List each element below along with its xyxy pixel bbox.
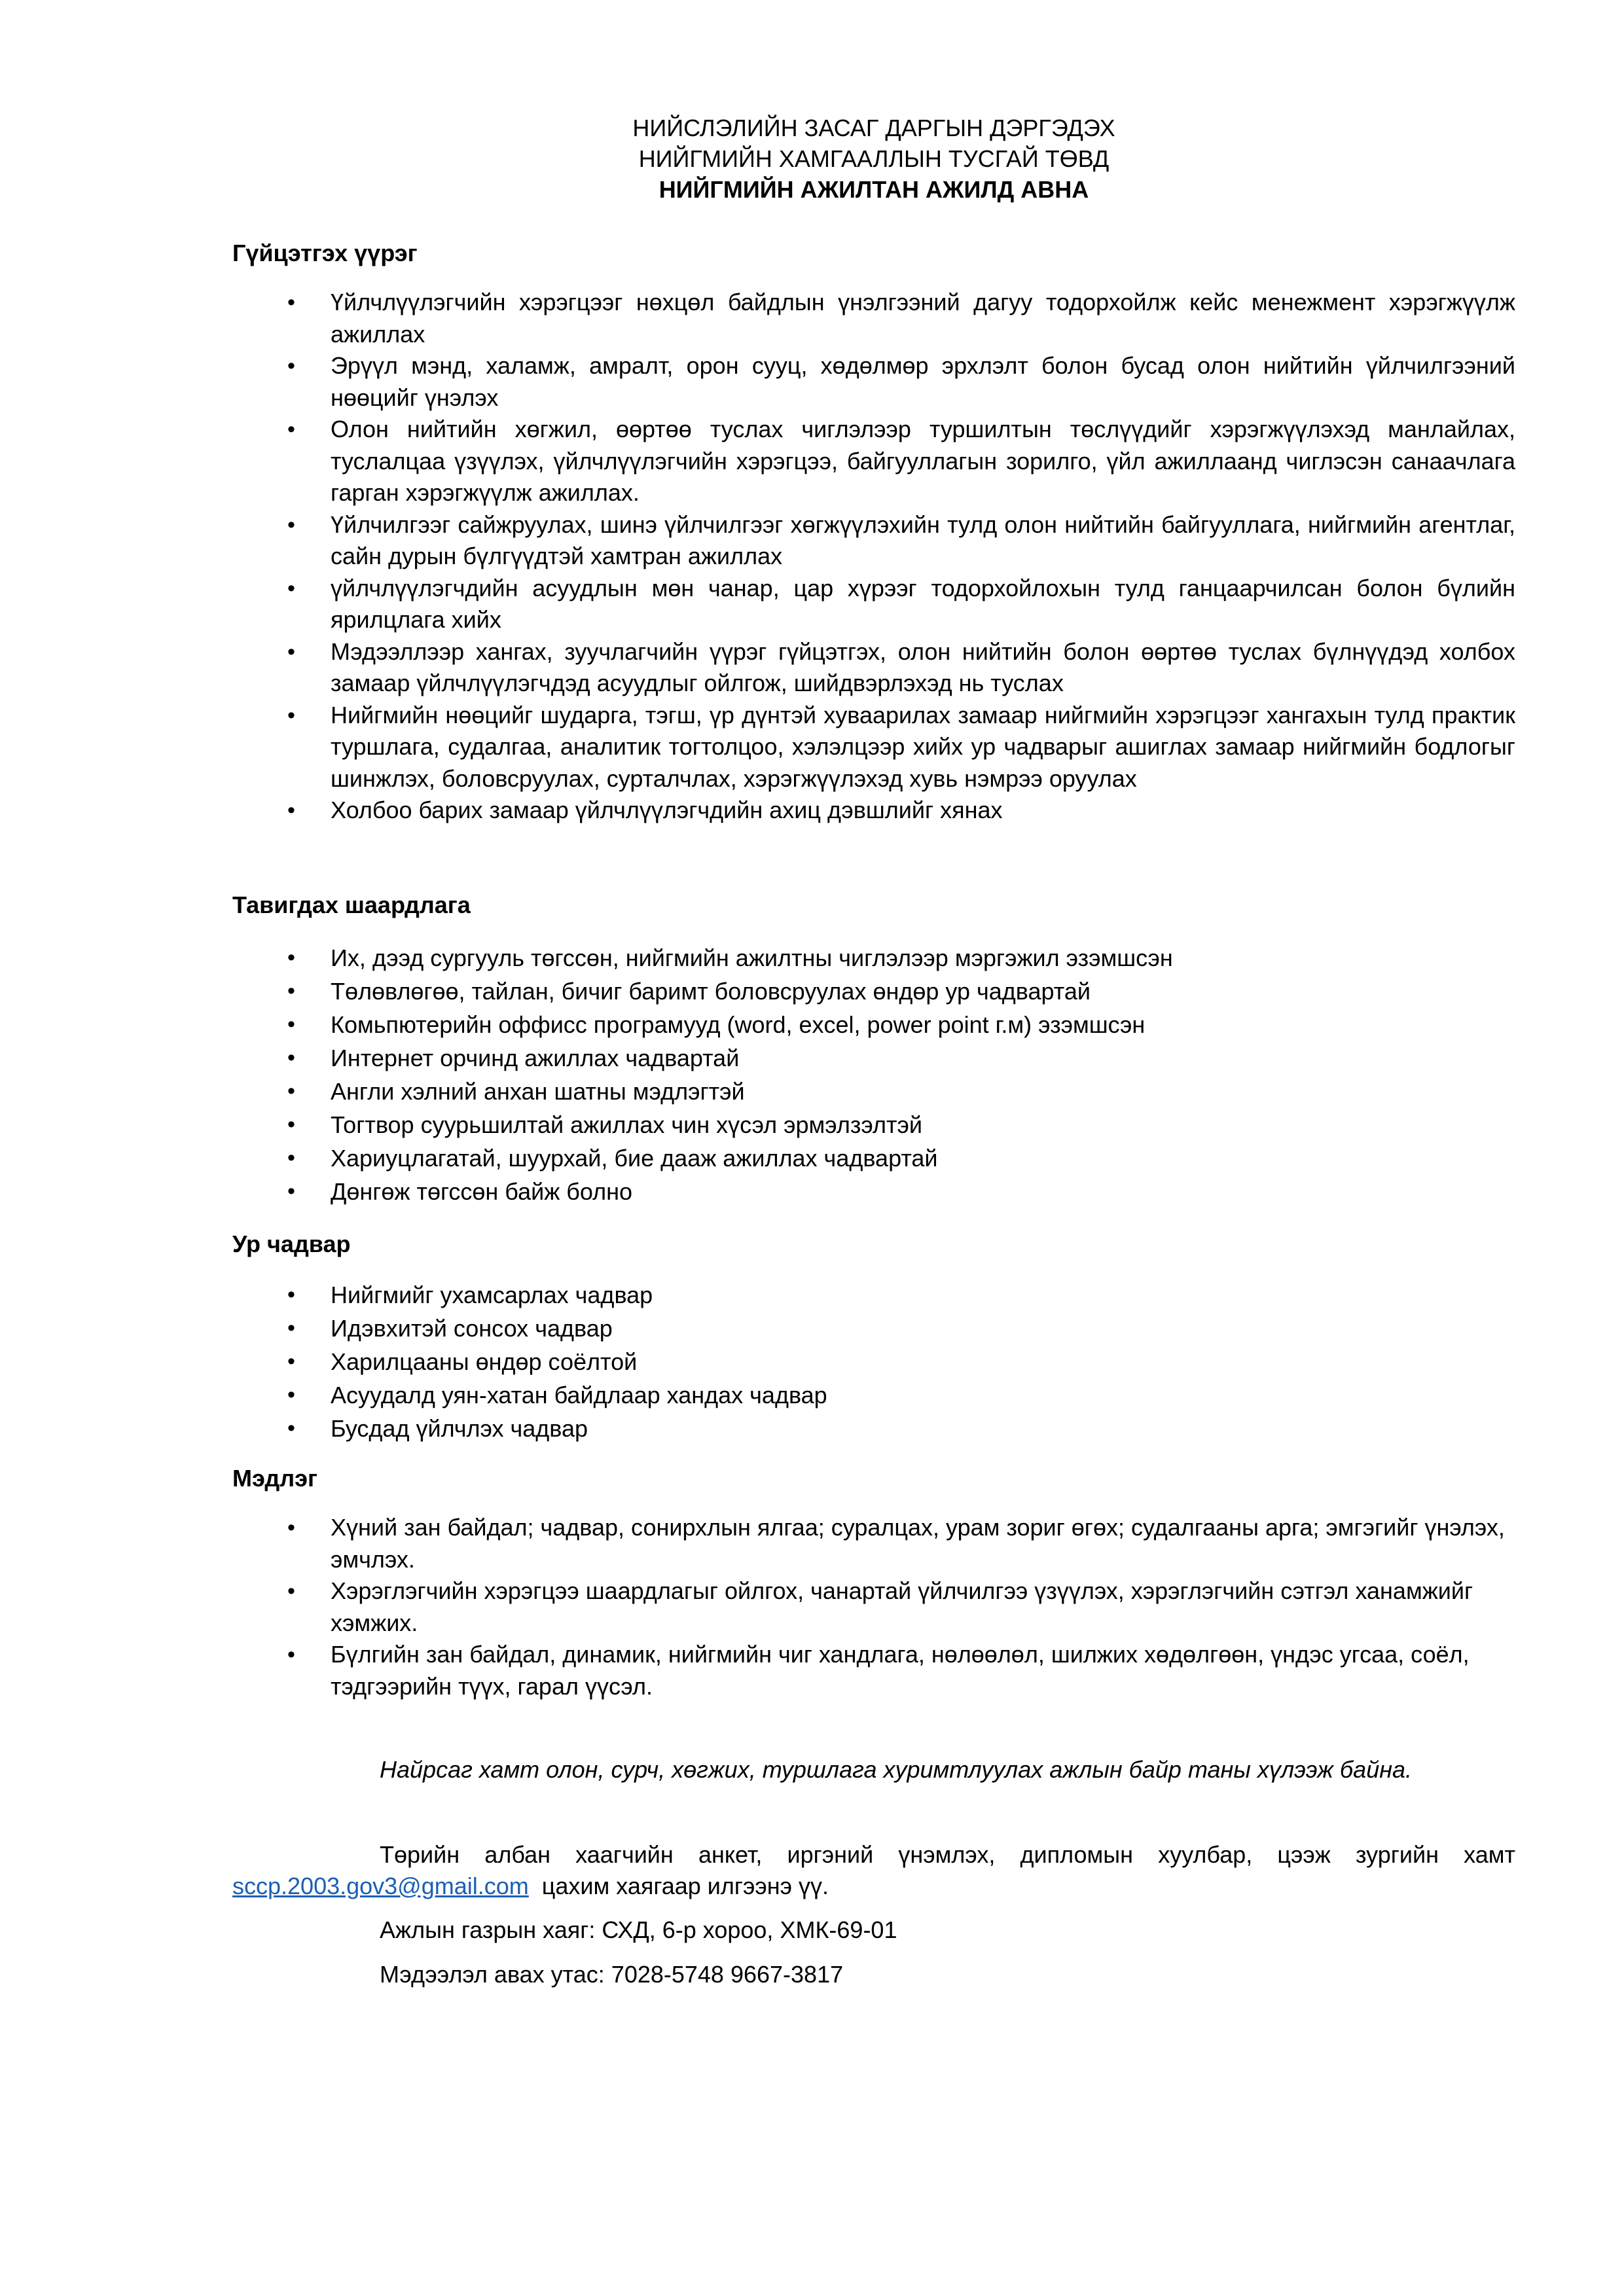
invitation-paragraph: Найрсаг хамт олон, сурч, хөгжих, туршлага хуримтлуулах ажлын байр таны хүлээж байна. [380, 1756, 1413, 1783]
bullet-icon: • [287, 1349, 295, 1374]
list-item: • Олон нийтийн хөгжил, өөртөө туслах чиглэлээр туршилтын төслүүдийг хэрэгжүүлэхэд манлайлах, туслалцаа үзүүлэх, үйлчлүүлэгчийн хэрэгцээ, байгууллагын зорилго, үйл ажиллаанд чиглэсэн санаачлага гарган хэрэгжүүлж ажиллах. [232, 414, 1515, 509]
bullet-icon: • [287, 290, 295, 315]
documents-paragraph [232, 1839, 1515, 1902]
section-title-skills: Ур чадвар [232, 1230, 351, 1257]
list-item: • Асуудалд уян-хатан байдлаар хандах чадвар [232, 1378, 1515, 1412]
bullet-icon: • [287, 512, 295, 537]
bullet-icon: • [287, 1515, 295, 1540]
email-link[interactable]: sccp.2003.gov3@gmail.com [232, 1873, 529, 1899]
bullet-icon: • [287, 1416, 295, 1441]
list-item: • Нийгмийн нөөцийг шударга, тэгш, үр дүнтэй хуваарилах замаар нийгмийн хэрэгцээг хангахын тулд практик туршлага, судалгаа, аналитик тогтолцоо, хэлэлцээр хийх ур чадварыг ашиглах замаар нийгмийн бодлогыг шинжлэх, боловсруулах, сурталчлах, хэрэгжүүлэхэд хувь нэмрээ оруулах [232, 700, 1515, 795]
list-item: • Үйлчлүүлэгчийн хэрэгцээг нөхцөл байдлын үнэлгээний дагуу тодорхойлж кейс менежмент хэрэгжүүлж ажиллах [232, 287, 1515, 350]
list-item: • Идэвхитэй сонсох чадвар [232, 1312, 1515, 1345]
bullet-icon: • [287, 978, 295, 1003]
header-line-announcement: НИЙГМИЙН АЖИЛТАН АЖИЛД АВНА [659, 176, 1089, 203]
list-item: • Тогтвор суурьшилтай ажиллах чин хүсэл эрмэлзэлтэй [232, 1108, 1515, 1141]
list-item: • Бусдад үйлчлэх чадвар [232, 1412, 1515, 1445]
section-title-requirements: Тавигдах шаардлага [232, 891, 471, 918]
list-item: • Харилцааны өндөр соёлтой [232, 1345, 1515, 1378]
list-item: • Эрүүл мэнд, халамж, амралт, орон сууц, хөдөлмөр эрхлэлт болон бусад олон нийтийн үйлчилгээний нөөцийг үнэлэх [232, 350, 1515, 414]
section-title-knowledge: Мэдлэг [232, 1465, 317, 1492]
requirements-list [232, 941, 1515, 1208]
section-title-duties: Гүйцэтгэх үүрэг [232, 240, 418, 266]
bullet-icon: • [287, 575, 295, 601]
header-line-center: НИЙГМИЙН ХАМГААЛЛЫН ТУСГАЙ ТӨВД [638, 145, 1110, 172]
bullet-icon: • [287, 1112, 295, 1137]
bullet-icon: • [287, 1642, 295, 1667]
bullet-icon: • [287, 798, 295, 823]
bullet-icon: • [287, 1045, 295, 1070]
documents-suffix: цахим хаягаар илгээнэ үү. [541, 1873, 829, 1899]
list-item: • Дөнгөж төгссөн байж болно [232, 1175, 1515, 1208]
list-item: • Холбоо барих замаар үйлчлүүлэгчдийн ахиц дэвшлийг хянах [232, 795, 1515, 827]
bullet-icon: • [287, 1282, 295, 1307]
list-item: • Бүлгийн зан байдал, динамик, нийгмийн чиг хандлага, нөлөөлөл, шилжих хөдөлгөөн, үндэс угсаа, соёл, тэдгээрийн түүх, гарал үүсэл. [232, 1639, 1515, 1702]
document-header [232, 113, 1515, 205]
bullet-icon: • [287, 1179, 295, 1204]
bullet-icon: • [287, 1145, 295, 1170]
skills-list [232, 1278, 1515, 1445]
bullet-icon: • [287, 702, 295, 728]
list-item: • Англи хэлний анхан шатны мэдлэгтэй [232, 1075, 1515, 1108]
list-item: • Комьпютерийн оффисс програмууд (word, excel, power point г.м) эзэмшсэн [232, 1008, 1515, 1041]
list-item: • Хариуцлагатай, шуурхай, бие дааж ажиллах чадвартай [232, 1141, 1515, 1175]
list-item: • Нийгмийг ухамсарлах чадвар [232, 1278, 1515, 1312]
duties-list [232, 287, 1515, 827]
bullet-icon: • [287, 945, 295, 970]
bullet-icon: • [287, 353, 295, 378]
bullet-icon: • [287, 639, 295, 664]
list-item: • Мэдээллээр хангах, зуучлагчийн үүрэг гүйцэтгэх, олон нийтийн болон өөртөө туслах бүлнүүдэд холбох замаар үйлчлүүлэгчдэд асуудлыг ойлгож, шийдвэрлэхэд нь туслах [232, 636, 1515, 700]
contact-phone: Мэдээлэл авах утас: 7028-5748 9667-3817 [380, 1961, 844, 1988]
bullet-icon: • [287, 1382, 295, 1407]
list-item: • Хүний зан байдал; чадвар, сонирхлын ялгаа; суралцах, урам зориг өгөх; судалгааны арга; эмгэгийг үнэлэх, эмчлэх. [232, 1512, 1515, 1575]
header-line-organization: НИЙСЛЭЛИЙН ЗАСАГ ДАРГЫН ДЭРГЭДЭХ [632, 115, 1115, 141]
bullet-icon: • [287, 1012, 295, 1037]
list-item: • Төлөвлөгөө, тайлан, бичиг баримт боловсруулах өндөр ур чадвартай [232, 975, 1515, 1008]
list-item: • Хэрэглэгчийн хэрэгцээ шаардлагыг ойлгох, чанартай үйлчилгээ үзүүлэх, хэрэглэгчийн сэтгэл ханамжийг хэмжих. [232, 1575, 1515, 1639]
list-item: • үйлчлүүлэгчдийн асуудлын мөн чанар, цар хүрээг тодорхойлохын тулд ганцаарчилсан болон бүлийн ярилцлага хийх [232, 573, 1515, 636]
bullet-icon: • [287, 417, 295, 442]
documents-text: Төрийн албан хаагчийн анкет, иргэний үнэмлэх, дипломын хуулбар, цээж зургийн хамт [380, 1841, 1515, 1868]
bullet-icon: • [287, 1579, 295, 1604]
knowledge-list [232, 1512, 1515, 1702]
bullet-icon: • [287, 1316, 295, 1340]
bullet-icon: • [287, 1079, 295, 1103]
work-address: Ажлын газрын хаяг: СХД, 6-р хороо, ХМК-69-01 [380, 1916, 897, 1943]
list-item: • Үйлчилгээг сайжруулах, шинэ үйлчилгээг хөгжүүлэхийн тулд олон нийтийн байгууллага, нийгмийн агентлаг, сайн дурын бүлгүүдтэй хамтран ажиллах [232, 509, 1515, 573]
list-item: • Интернет орчинд ажиллах чадвартай [232, 1041, 1515, 1075]
list-item: • Их, дээд сургууль төгссөн, нийгмийн ажилтны чиглэлээр мэргэжил эзэмшсэн [232, 941, 1515, 975]
